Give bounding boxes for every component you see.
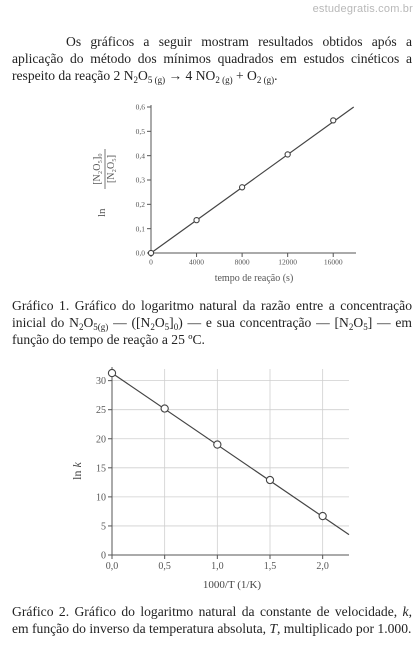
chart2-data-point	[108, 369, 115, 376]
chart2-x-tick-label: 0,0	[105, 561, 119, 572]
chart1-y-tick-label: 0,6	[135, 102, 145, 112]
chart2-y-tick-label: 0	[101, 550, 106, 562]
chart1-y-tick-label: 0,4	[135, 151, 145, 161]
chart1-xlabel: tempo de reação (s)	[214, 273, 294, 284]
chart2-data-point	[214, 441, 221, 448]
chart2-data-point	[319, 512, 326, 519]
chart2-y-tick-label: 25	[96, 405, 106, 417]
chart2-ylabel: ln k	[70, 462, 84, 480]
chart1-x-tick-label: 8000	[234, 257, 250, 267]
caption-2: Gráfico 2. Gráfico do logaritmo natural da constante de velocidade, k, em função do inverso da temperatura absoluta, T, multiplicado por 1.000.	[12, 604, 412, 637]
chart2-data-point	[266, 476, 273, 483]
chart1-x-tick-label: 12000	[278, 257, 298, 267]
chart2-x-tick-label: 0,5	[158, 561, 171, 572]
chart1-y-tick-label: 0,3	[135, 175, 145, 185]
chart2-y-tick-label: 30	[96, 376, 106, 388]
chart1-ylabel-ln: ln	[96, 208, 108, 217]
caption-1: Gráfico 1. Gráfico do logaritmo natural da razão entre a concentração inicial do $N_2O_{5(g)}$ — $([N_2O_5]_0)$ — e sua concentração — $[N_2O_5]$ — em função do tempo de reação a 25 ºC.	[12, 298, 412, 348]
chart1-y-tick-label: 0,0	[135, 248, 145, 258]
chart1-x-tick-label: 4000	[189, 257, 205, 267]
chart2-x-tick-label: 2,0	[316, 561, 329, 572]
chart2-y-tick-label: 20	[96, 434, 106, 446]
chart2-xlabel: 1000/T (1/K)	[202, 579, 262, 591]
chart2-y-tick-label: 5	[101, 521, 106, 533]
chart1-x-tick-label: 0	[149, 257, 153, 267]
chart1-y-tick-label: 0,5	[135, 126, 145, 136]
watermark: estudegratis.com.br	[312, 3, 413, 15]
chart1-ylabel-den: [N₂O₅]	[106, 154, 117, 184]
chart1-y-tick-label: 0,2	[135, 199, 145, 209]
chart2-data-point	[161, 405, 168, 412]
chart2-fit-line	[112, 373, 349, 535]
intro-paragraph: Os gráficos a seguir mostram resultados obtidos após a aplicação do método dos mínimos quadrados em estudos cinéticos a respeito da reação 2 $N_2O_{5 (g)} \to 4$ $NO_{2 (g)} + O_{2 (g)}$.	[12, 34, 412, 86]
chart2-x-tick-label: 1,5	[263, 561, 277, 572]
chart2-x-tick-label: 1,0	[211, 561, 224, 572]
chart2-y-tick-label: 10	[96, 492, 106, 504]
chart1-ylabel-num: [N₂O₅]₀	[92, 153, 103, 185]
chart1-x-tick-label: 16000	[323, 257, 343, 267]
chart1-y-tick-label: 0,1	[135, 224, 145, 234]
chart2-y-tick-label: 15	[96, 463, 106, 475]
